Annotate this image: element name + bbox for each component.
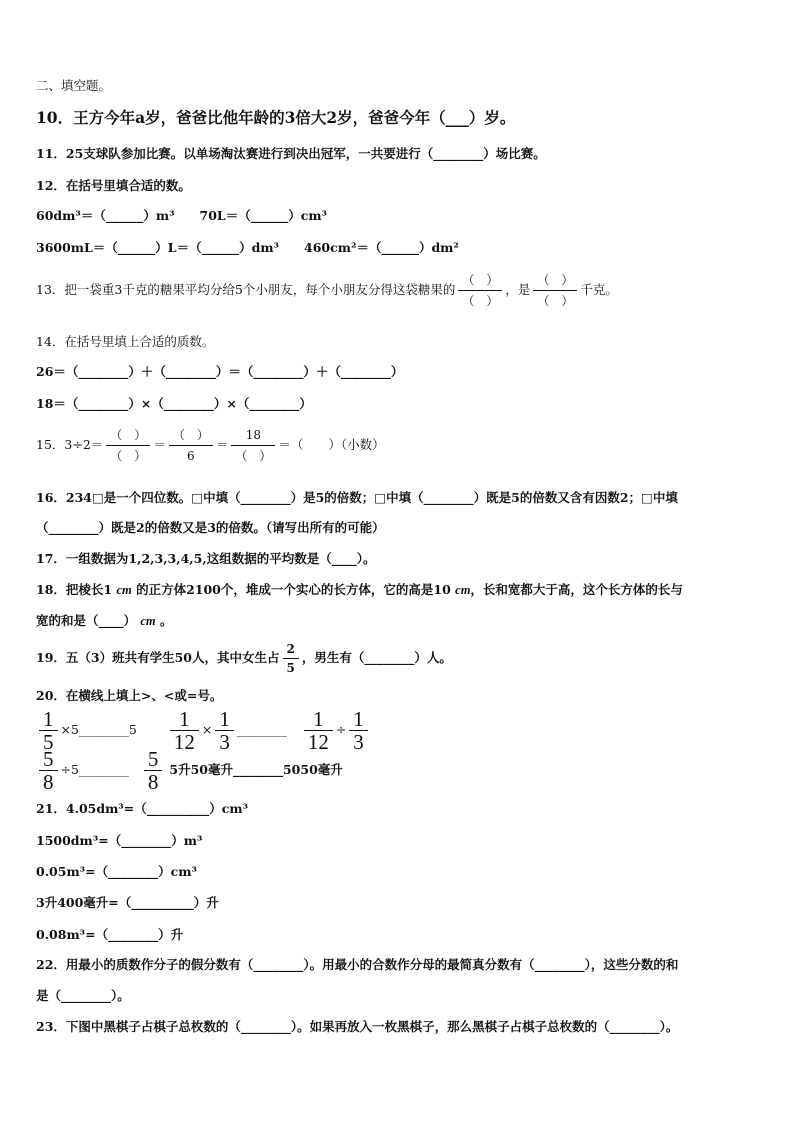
frac-den: 3 bbox=[353, 730, 364, 754]
question-17: 17．一组数据为1,2,3,3,4,5,这组数据的平均数是（____）。 bbox=[36, 551, 376, 566]
q15-f2-den: 6 bbox=[187, 449, 195, 463]
question-21-line2: 1500dm³=（________）m³ bbox=[36, 833, 203, 848]
question-12-line2: 3600mL＝（______）L＝（______）dm³ 460cm²＝（______）dm² bbox=[36, 240, 459, 255]
section-title: 二、填空题。 bbox=[36, 78, 112, 93]
q18-cm-unit-2: cm bbox=[455, 583, 471, 597]
q20-blank: ________ bbox=[236, 722, 287, 737]
question-20-row2 bbox=[36, 748, 343, 793]
question-15 bbox=[36, 425, 385, 466]
q13-middle: ，是 bbox=[505, 282, 531, 297]
question-11: 11．25支球队参加比赛。以单场淘汰赛进行到决出冠军，一共要进行（________）场比赛。 bbox=[36, 146, 546, 161]
q20-times: × bbox=[201, 722, 213, 737]
q15-suffix: ＝（ ）（小数） bbox=[278, 437, 385, 452]
frac-1-3 bbox=[215, 708, 234, 753]
q20-t4: ÷5________ bbox=[60, 762, 129, 777]
frac-num: 1 bbox=[349, 708, 368, 731]
frac-den: 12 bbox=[307, 730, 329, 754]
question-22-line1: 22．用最小的质数作分子的假分数有（________）。用最小的合数作分母的最简真分数有（________），这些分数的和 bbox=[36, 957, 679, 972]
question-20-stem: 20．在横线上填上>、<或=号。 bbox=[36, 688, 223, 703]
question-20-row1 bbox=[36, 708, 371, 753]
q15-fraction-1 bbox=[106, 425, 150, 466]
question-14-stem: 14．在括号里填上合适的质数。 bbox=[36, 334, 215, 349]
question-13 bbox=[36, 270, 618, 311]
q13-frac1-den: （ ） bbox=[462, 294, 499, 308]
frac-num: 5 bbox=[39, 748, 58, 771]
q15-f2-num: （ ） bbox=[169, 425, 213, 446]
frac-1-3-b bbox=[349, 708, 368, 753]
q15-eq2: ＝ bbox=[215, 437, 229, 452]
q13-after: 千克。 bbox=[580, 282, 618, 297]
q19-before: 19．五（3）班共有学生50人，其中女生占 bbox=[36, 650, 280, 665]
q15-f1-den: （ ） bbox=[110, 449, 147, 463]
frac-num: 5 bbox=[144, 748, 163, 771]
q13-frac2-den: （ ） bbox=[537, 294, 574, 308]
frac-den: 8 bbox=[43, 770, 54, 794]
frac-den: 12 bbox=[173, 730, 195, 754]
frac-num: 1 bbox=[304, 708, 333, 731]
q18-part2: 的正方体2100个，堆成一个实心的长方体，它的高是10 bbox=[136, 582, 451, 597]
question-21-line1: 21．4.05dm³=（__________）cm³ bbox=[36, 801, 249, 816]
question-21-line4: 3升400毫升=（__________）升 bbox=[36, 895, 219, 910]
frac-num: 1 bbox=[170, 708, 199, 731]
question-12-stem: 12．在括号里填合适的数。 bbox=[36, 178, 191, 193]
q19-den: 5 bbox=[286, 661, 295, 675]
frac-den: 5 bbox=[43, 730, 54, 754]
q18-cm-unit: cm bbox=[116, 583, 132, 597]
question-16-line1: 16．234□是一个四位数。□中填（________）是5的倍数；□中填（________）既是5的倍数又含有因数2；□中填 bbox=[36, 490, 678, 505]
q19-after: ，男生有（________）人。 bbox=[301, 650, 452, 665]
q20-div: ÷ bbox=[335, 722, 347, 737]
question-21-line5: 0.08m³=（________）升 bbox=[36, 927, 184, 942]
frac-den: 8 bbox=[147, 770, 159, 794]
question-16-line2: （________）既是2的倍数又是3的倍数。（请写出所有的可能） bbox=[36, 520, 385, 535]
frac-num: 1 bbox=[215, 708, 234, 731]
q15-eq1: ＝ bbox=[153, 437, 166, 452]
q20-t5: 5升50毫升________5050毫升 bbox=[169, 762, 343, 777]
q15-f1-num: （ ） bbox=[106, 425, 150, 446]
question-10: 10．王方今年a岁，爸爸比他年龄的3倍大2岁，爸爸今年（___）岁。 bbox=[36, 108, 516, 127]
frac-1-12 bbox=[170, 708, 199, 753]
question-21-line3: 0.05m³=（________）cm³ bbox=[36, 864, 197, 879]
q13-frac1-num: （ ） bbox=[458, 270, 502, 291]
q15-prefix: 15．3÷2＝ bbox=[36, 437, 104, 452]
q13-fraction-2 bbox=[533, 270, 577, 311]
question-18-line2: 宽的和是（____） cm 。 bbox=[36, 613, 173, 628]
question-19 bbox=[36, 640, 452, 677]
question-14-line2: 18＝（________）×（________）×（________） bbox=[36, 396, 312, 411]
question-23: 23．下图中黑棋子占棋子总枚数的（________）。如果再放入一枚黑棋子，那么黑棋子占棋子总枚数的（________）。 bbox=[36, 1019, 679, 1034]
frac-5-8-b bbox=[144, 748, 163, 793]
q19-fraction bbox=[283, 640, 299, 677]
q15-f3-num: 18 bbox=[231, 425, 275, 446]
q13-fraction-1 bbox=[458, 270, 502, 311]
frac-1-12-b bbox=[304, 708, 333, 753]
q15-f3-den: （ ） bbox=[235, 449, 272, 463]
q13-frac2-num: （ ） bbox=[533, 270, 577, 291]
frac-5-8 bbox=[39, 748, 58, 793]
q20-t1: ×5________5 bbox=[60, 722, 137, 737]
q19-num: 2 bbox=[283, 640, 299, 659]
frac-num: 1 bbox=[39, 708, 58, 731]
q18-cm-unit-3: cm bbox=[140, 614, 156, 628]
question-22-line2: 是（________）。 bbox=[36, 988, 130, 1003]
q13-before: 13．把一袋重3千克的糖果平均分给5个小朋友，每个小朋友分得这袋糖果的 bbox=[36, 282, 456, 297]
q15-fraction-3 bbox=[231, 425, 275, 466]
question-18-line1 bbox=[36, 582, 683, 598]
question-12-line1: 60dm³＝（______）m³ 70L＝（______）cm³ bbox=[36, 208, 328, 223]
q15-fraction-2 bbox=[169, 425, 213, 466]
q18-line2: 宽的和是（____） bbox=[36, 613, 137, 628]
question-14-line1: 26＝（________）＋（________）＝（________）＋（________） bbox=[36, 364, 404, 379]
frac-den: 3 bbox=[219, 730, 230, 754]
q18-part1: 18．把棱长1 bbox=[36, 582, 113, 597]
q18-part3: ，长和宽都大于高，这个长方体的长与 bbox=[470, 582, 683, 597]
